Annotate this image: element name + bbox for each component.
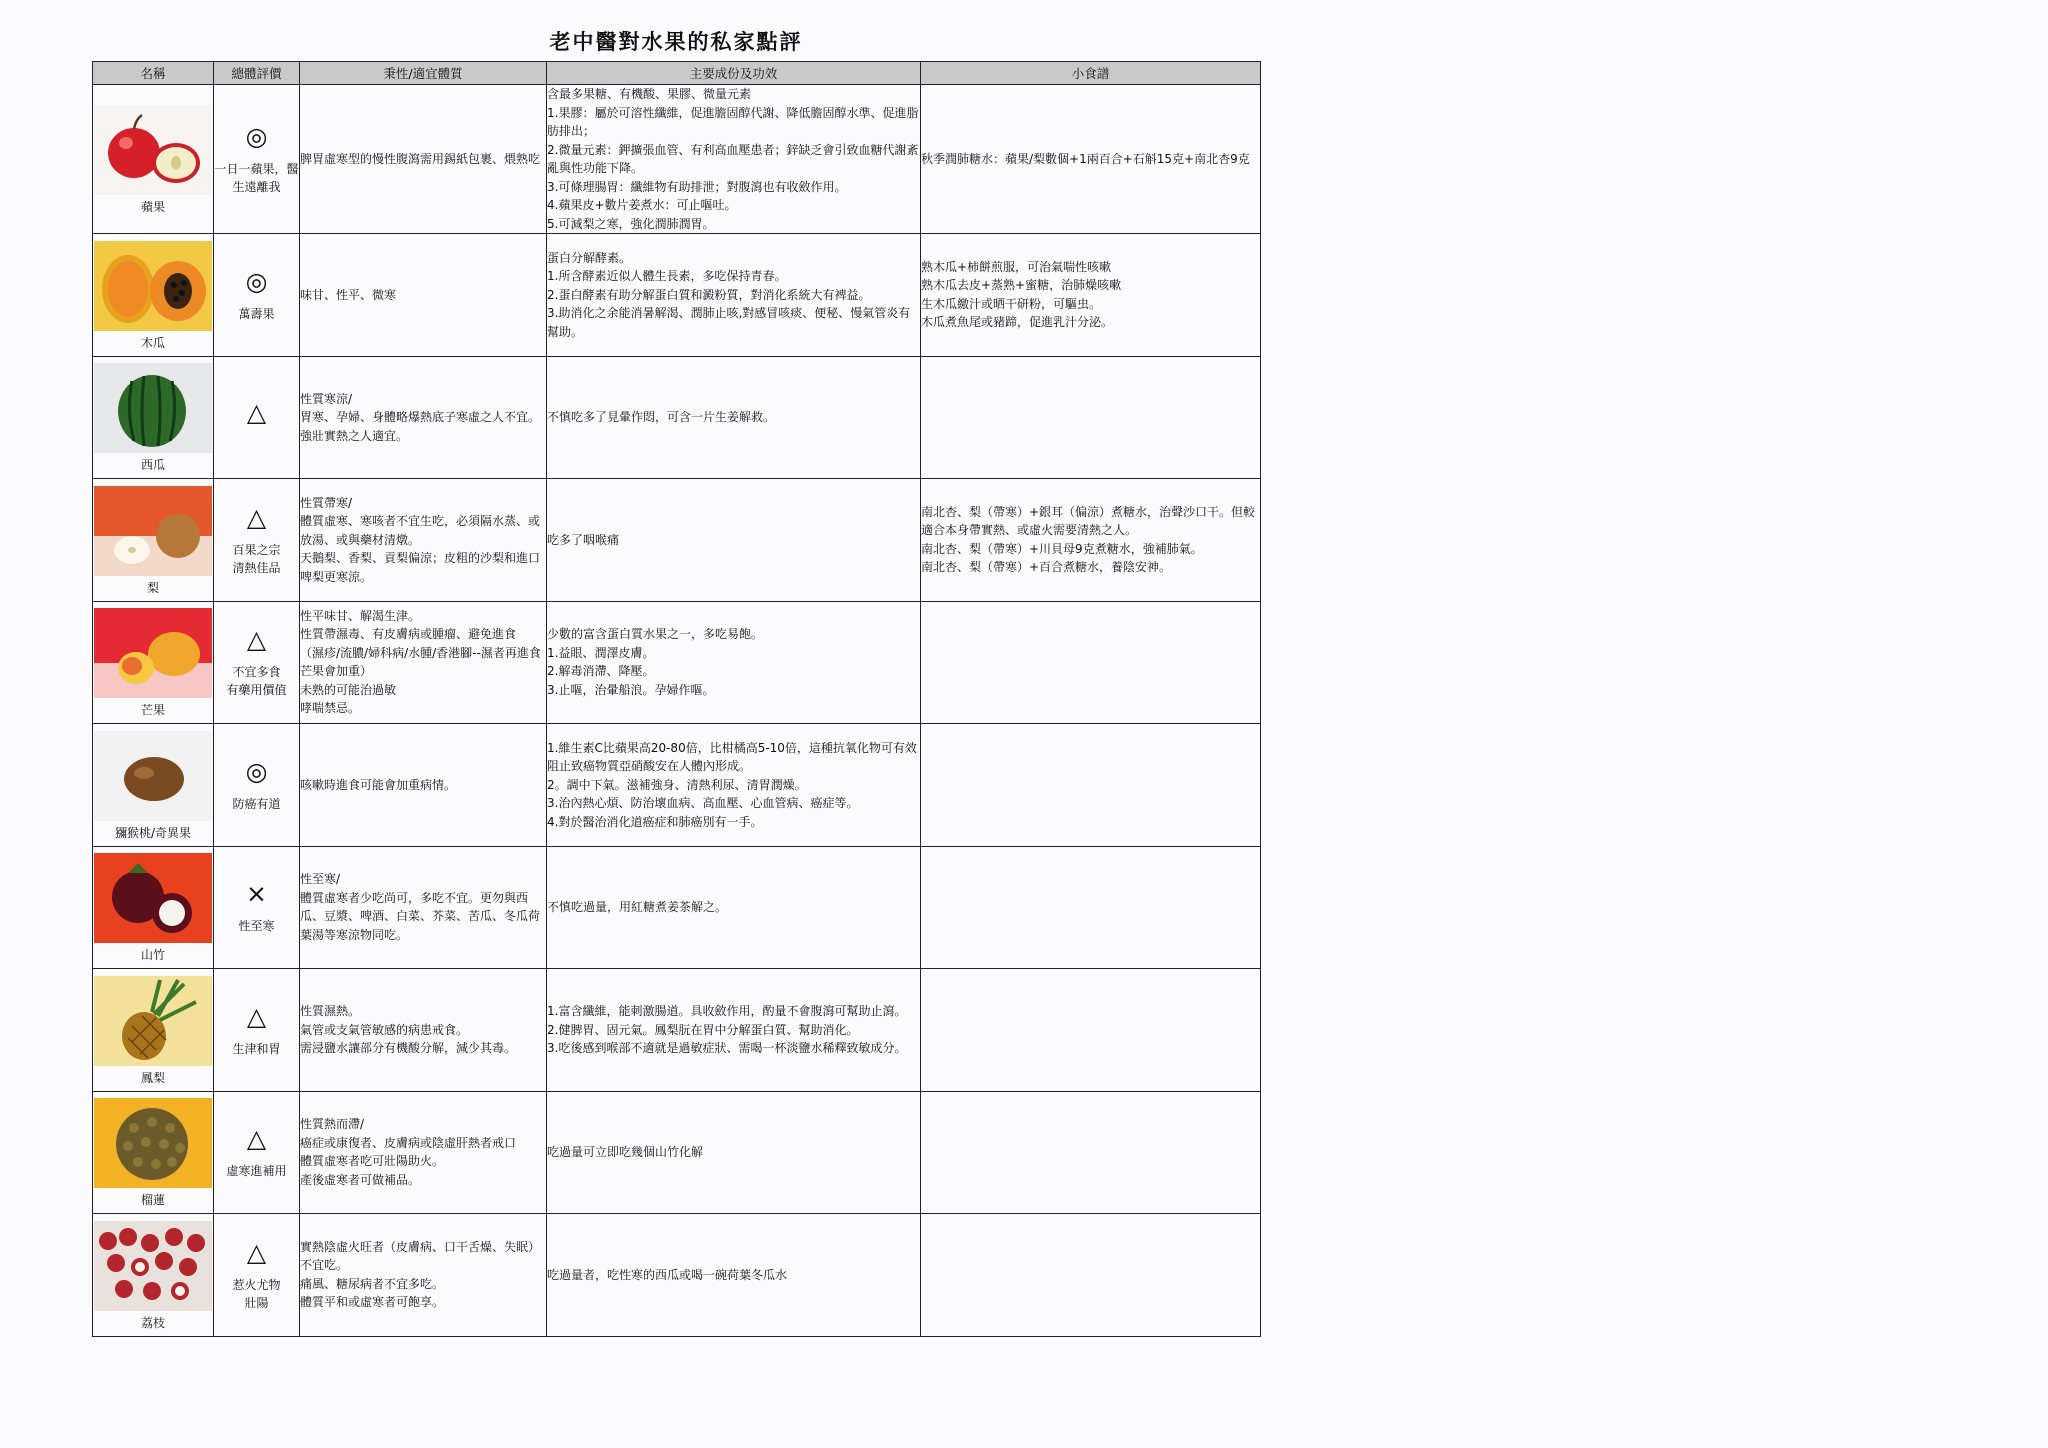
apple-image [94,105,212,195]
mango-image [94,608,212,698]
recipe-cell [921,1091,1261,1214]
rating-note: 虛寒進補用 [226,1164,287,1179]
rating-note: 一日一蘋果，醫生遠離我 [214,162,299,194]
name-cell [93,234,214,357]
recipe-cell [921,601,1261,724]
col-header-rating: 總體評價 [214,62,300,85]
fruit-name: 芒果 [140,703,165,718]
table-row [93,85,1261,234]
rating-symbol: △ [246,398,267,428]
name-cell [93,601,214,724]
fruit-table [92,61,1261,1337]
effects-cell: 1.富含纖維，能刺激腸道。具收斂作用，酌量不會腹瀉可幫助止瀉。 2.健脾胃、固元氣。鳳梨朊在胃中分解蛋白質、幫助消化。 3.吃後感到喉部不適就是過敏症狀、需喝一杯淡鹽水稀釋致敏成分。 [547,969,921,1092]
col-header-nature: 秉性/適宜體質 [300,62,547,85]
effects-cell: 1.維生素C比蘋果高20-80倍，比柑橘高5-10倍，這種抗氧化物可有效阻止致癌物質亞硝酸安在人體內形成。 2。調中下氣。滋補強身、清熱利尿、清胃潤燥。 3.治內熱心煩、防治壞血病、高血壓、心血管病、癌症等。 4.對於醫治消化道癌症和肺癌別有一手。 [547,724,921,847]
effects-cell: 少數的富含蛋白質水果之一，多吃易飽。 1.益眼、潤澤皮膚。 2.解毒消滯、降壓。 3.止嘔，治暈船浪。孕婦作嘔。 [547,601,921,724]
fruit-name: 西瓜 [140,458,165,473]
recipe-cell [921,356,1261,479]
recipe-cell [921,1214,1261,1337]
effects-cell: 含最多果糖、有機酸、果膠、微量元素 1.果膠：屬於可溶性纖維，促進膽固醇代謝、降低膽固醇水準、促進脂肪排出； 2.微量元素：鉀擴張血管、有利高血壓患者；鋅缺乏會引致血糖代謝紊亂與性功能下降。 3.可條理腸胃：纖維物有助排泄；對腹瀉也有收斂作用。 4.蘋果皮+數片姜煮水：可止嘔吐。 5.可減梨之寒，強化潤肺潤胃。 [547,85,921,234]
name-cell [93,85,214,234]
rating-cell [214,1091,300,1214]
effects-cell: 吃過量可立即吃幾個山竹化解 [547,1091,921,1214]
rating-note: 防癌有道 [232,796,281,811]
col-header-name: 名稱 [93,62,214,85]
rating-cell [214,479,300,602]
recipe-cell [921,724,1261,847]
kiwi-image [94,731,212,821]
rating-symbol: ◎ [245,756,268,786]
name-cell [93,356,214,479]
effects-cell: 不慎吃過量，用紅糖煮姜茶解之。 [547,846,921,969]
fruit-name: 山竹 [140,948,165,963]
effects-cell: 蛋白分解酵素。 1.所含酵素近似人體生長素，多吃保持青春。 2.蛋白酵素有助分解蛋白質和澱粉質，對消化系統大有裨益。 3.助消化之余能消暑解渴、潤肺止咳,對感冒咳痰、便秘、慢氣管炎有幫助。 [547,234,921,357]
table-row [93,846,1261,969]
recipe-cell [921,969,1261,1092]
nature-cell: 性平味甘、解渴生津。 性質帶濕毒、有皮膚病或腫瘤、避免進食 （濕疹/流膿/婦科病/水腫/香港腳--濕者再進食芒果會加重） 未熟的可能治過敏 哮喘禁忌。 [300,601,547,724]
mangosteen-image [94,853,212,943]
rating-cell [214,356,300,479]
table-row [93,479,1261,602]
name-cell [93,479,214,602]
table-row [93,601,1261,724]
table-row [93,969,1261,1092]
fruit-name: 梨 [146,580,159,595]
effects-cell: 不慎吃多了見暈作悶，可含一片生姜解救。 [547,356,921,479]
rating-cell [214,234,300,357]
rating-cell [214,969,300,1092]
rating-symbol: △ [246,502,267,532]
rating-cell [214,846,300,969]
rating-symbol: ◎ [245,122,268,151]
name-cell [93,1214,214,1337]
table-row [93,1091,1261,1214]
nature-cell: 實熱陰虛火旺者（皮膚病、口干舌燥、失眠）不宜吃。 痛風、糖尿病者不宜多吃。 體質平和或虛寒者可飽享。 [300,1214,547,1337]
nature-cell: 咳嗽時進食可能會加重病情。 [300,724,547,847]
rating-symbol: △ [246,1124,267,1154]
fruit-name: 鳳梨 [140,1070,165,1085]
nature-cell: 性質寒涼/ 胃寒、孕婦、身體略爆熱底子寒虛之人不宜。 強壯實熱之人適宜。 [300,356,547,479]
rating-note: 生津和胃 [232,1041,281,1056]
rating-symbol: △ [246,625,267,655]
rating-symbol: ◎ [245,266,268,296]
rating-cell [214,724,300,847]
name-cell [93,1091,214,1214]
rating-cell [214,601,300,724]
table-row [93,356,1261,479]
name-cell [93,724,214,847]
recipe-cell: 南北杏、梨（帶寒）+銀耳（偏涼）煮糖水，治聲沙口干。但較適合本身帶實熱、或虛火需要清熱之人。 南北杏、梨（帶寒）+川貝母9克煮糖水，強補肺氣。 南北杏、梨（帶寒）+百合煮糖水，養陰安神。 [921,479,1261,602]
col-header-recipe: 小食譜 [921,62,1261,85]
fruit-name: 榴蓮 [140,1193,165,1208]
pear-image [94,486,212,576]
fruit-name: 蘋果 [140,200,165,214]
lychee-image [94,1221,212,1311]
nature-cell: 性質熱而滯/ 癌症或康復者、皮膚病或陰虛肝熱者戒口 體質虛寒者吃可壯陽助火。 產後虛寒者可做補品。 [300,1091,547,1214]
fruit-name: 荔枝 [140,1315,165,1330]
rating-symbol: △ [246,1237,267,1267]
rating-note: 惹火尤物 壯陽 [232,1277,281,1310]
rating-note: 不宜多食 有藥用價值 [226,665,287,698]
rating-cell [214,85,300,234]
rating-cell [214,1214,300,1337]
page-title: 老中醫對水果的私家點評 [549,30,803,54]
watermelon-image [94,363,212,453]
pineapple-image [94,976,212,1066]
rating-note: 百果之宗 清熱佳品 [232,542,281,575]
recipe-cell: 熟木瓜+柿餅煎服，可治氣喘性咳嗽 熟木瓜去皮+蒸熟+蜜糖，治肺燥咳嗽 生木瓜繳汁或晒干研粉，可驅虫。 木瓜煮魚尾或豬蹄，促進乳汁分泌。 [921,234,1261,357]
durian-image [94,1098,212,1188]
table-row [93,234,1261,357]
rating-symbol: × [246,879,267,909]
nature-cell: 味甘、性平、微寒 [300,234,547,357]
fruit-name: 木瓜 [140,335,165,350]
fruit-name: 獼猴桃/奇異果 [114,825,192,840]
rating-note: 性至寒 [238,919,275,934]
effects-cell: 吃多了咽喉痛 [547,479,921,602]
rating-symbol: △ [246,1001,267,1031]
col-header-effects: 主要成份及功效 [547,62,921,85]
nature-cell: 性質帶寒/ 體質虛寒、寒咳者不宜生吃，必須隔水蒸、或放湯、或與藥材清燉。 天鵝梨、香梨、貢梨偏涼；皮粗的沙梨和進口啤梨更寒涼。 [300,479,547,602]
nature-cell: 性質濕熱。 氣管或支氣管敏感的病患戒食。 需浸鹽水讓部分有機酸分解，減少其毒。 [300,969,547,1092]
papaya-image [94,241,212,331]
name-cell [93,846,214,969]
name-cell [93,969,214,1092]
header-row [93,62,1261,85]
nature-cell: 脾胃虛寒型的慢性腹瀉需用錫紙包裹、煨熟吃 [300,85,547,234]
nature-cell: 性至寒/ 體質虛寒者少吃尚可，多吃不宜。更勿與西瓜、豆漿、啤酒、白菜、芥菜、苦瓜、冬瓜荷葉湯等寒涼物同吃。 [300,846,547,969]
table-row [93,1214,1261,1337]
table-row [93,724,1261,847]
rating-note: 萬壽果 [238,306,275,321]
recipe-cell [921,846,1261,969]
effects-cell: 吃過量者，吃性寒的西瓜或喝一碗荷葉冬瓜水 [547,1214,921,1337]
recipe-cell: 秋季潤肺糖水：蘋果/梨數個+1兩百合+石斛15克+南北杏9克 [921,85,1261,234]
